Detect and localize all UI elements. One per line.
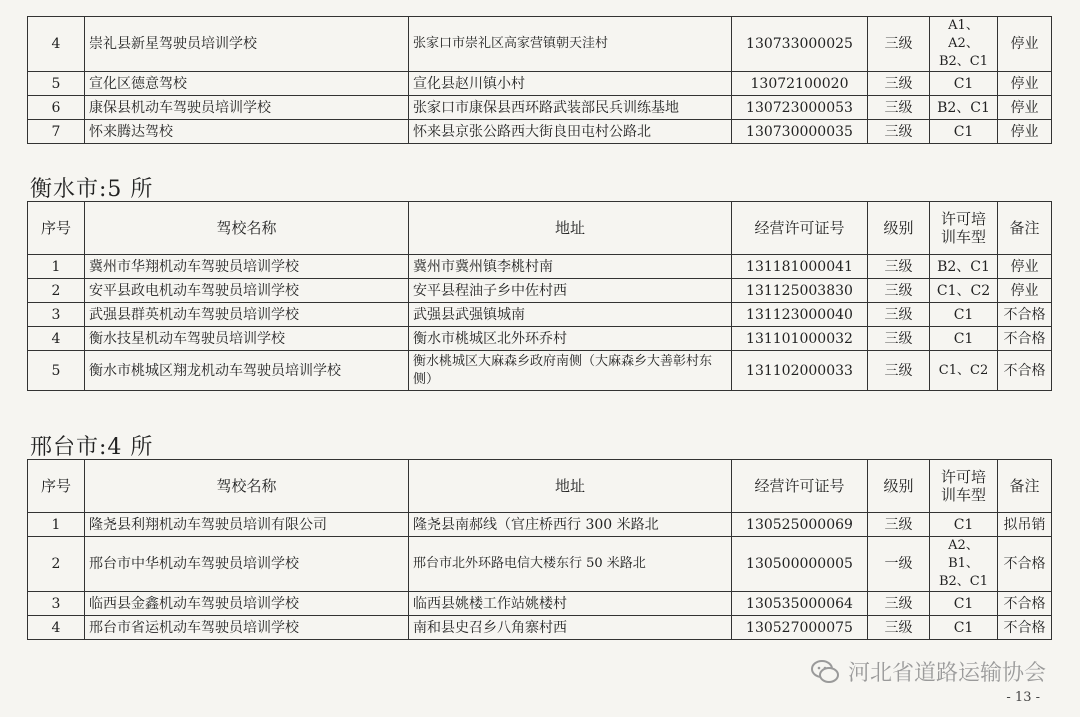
- xingtai-section-title: 邢台市:4 所: [30, 435, 154, 460]
- cell-vehicle: B2、C1: [930, 96, 998, 120]
- cell-license: 130500000005: [732, 537, 868, 592]
- cell-no: 6: [28, 96, 85, 120]
- cell-address: 张家口市康保县西环路武装部民兵训练基地: [409, 96, 732, 120]
- cell-license: 131123000040: [732, 303, 868, 327]
- table-row: [28, 255, 1052, 279]
- cell-no: 3: [28, 303, 85, 327]
- page-number: - 13 -: [1006, 690, 1040, 705]
- cell-name: 怀来腾达驾校: [85, 120, 409, 144]
- cell-vehicle: C1: [930, 616, 998, 640]
- cell-address: 宣化县赵川镇小村: [409, 72, 732, 96]
- cell-level: 三级: [868, 592, 930, 616]
- hengshui-table: [27, 201, 1052, 391]
- header-note: 备注: [998, 202, 1052, 255]
- cell-name: 安平县政电机动车驾驶员培训学校: [85, 279, 409, 303]
- table-row: [28, 592, 1052, 616]
- cell-name: 崇礼县新星驾驶员培训学校: [85, 17, 409, 72]
- header-name: 驾校名称: [85, 460, 409, 513]
- cell-no: 3: [28, 592, 85, 616]
- cell-level: 三级: [868, 327, 930, 351]
- cell-license: 130723000053: [732, 96, 868, 120]
- cell-no: 7: [28, 120, 85, 144]
- cell-vehicle: A2、B1、B2、C1: [930, 537, 998, 592]
- cell-no: 1: [28, 513, 85, 537]
- cell-address: 衡水桃城区大麻森乡政府南侧（大麻森乡大善彰村东侧）: [409, 351, 732, 391]
- header-address: 地址: [409, 202, 732, 255]
- table-row: [28, 351, 1052, 391]
- cell-name: 宣化区德意驾校: [85, 72, 409, 96]
- cell-level: 三级: [868, 303, 930, 327]
- cell-no: 5: [28, 351, 85, 391]
- cell-license: 131181000041: [732, 255, 868, 279]
- header-level: 级别: [868, 202, 930, 255]
- cell-no: 4: [28, 616, 85, 640]
- table-row: [28, 616, 1052, 640]
- cell-license: 13072100020: [732, 72, 868, 96]
- table-header-row: [28, 460, 1052, 513]
- header-note: 备注: [998, 460, 1052, 513]
- cell-vehicle: C1、C2: [930, 351, 998, 391]
- cell-note: 不合格: [998, 616, 1052, 640]
- cell-no: 5: [28, 72, 85, 96]
- cell-license: 131125003830: [732, 279, 868, 303]
- header-no: 序号: [28, 202, 85, 255]
- table-row: [28, 327, 1052, 351]
- cell-level: 三级: [868, 255, 930, 279]
- cell-level: 三级: [868, 513, 930, 537]
- wechat-icon: [810, 659, 840, 685]
- cell-note: 不合格: [998, 327, 1052, 351]
- table-row: [28, 17, 1052, 72]
- header-vehicle: 许可培训车型: [930, 202, 998, 255]
- table-row: [28, 72, 1052, 96]
- cell-vehicle: A1、A2、B2、C1: [930, 17, 998, 72]
- zhangjiakou-table: [27, 16, 1052, 144]
- cell-no: 4: [28, 327, 85, 351]
- cell-level: 三级: [868, 616, 930, 640]
- cell-note: 停业: [998, 279, 1052, 303]
- cell-note: 不合格: [998, 351, 1052, 391]
- cell-address: 怀来县京张公路西大街良田屯村公路北: [409, 120, 732, 144]
- table-row: [28, 537, 1052, 592]
- cell-note: 不合格: [998, 592, 1052, 616]
- cell-name: 邢台市中华机动车驾驶员培训学校: [85, 537, 409, 592]
- cell-vehicle: B2、C1: [930, 255, 998, 279]
- cell-name: 冀州市华翔机动车驾驶员培训学校: [85, 255, 409, 279]
- cell-address: 临西县姚楼工作站姚楼村: [409, 592, 732, 616]
- cell-vehicle: C1: [930, 72, 998, 96]
- cell-level: 三级: [868, 72, 930, 96]
- cell-name: 武强县群英机动车驾驶员培训学校: [85, 303, 409, 327]
- cell-name: 康保县机动车驾驶员培训学校: [85, 96, 409, 120]
- cell-level: 三级: [868, 96, 930, 120]
- xingtai-table: [27, 459, 1052, 640]
- cell-note: 不合格: [998, 537, 1052, 592]
- cell-note: 不合格: [998, 303, 1052, 327]
- table-row: [28, 513, 1052, 537]
- header-license: 经营许可证号: [732, 460, 868, 513]
- cell-address: 邢台市北外环路电信大楼东行 50 米路北: [409, 537, 732, 592]
- cell-note: 停业: [998, 96, 1052, 120]
- cell-vehicle: C1: [930, 592, 998, 616]
- header-level: 级别: [868, 460, 930, 513]
- cell-vehicle: C1: [930, 327, 998, 351]
- table-header-row: [28, 202, 1052, 255]
- cell-vehicle: C1: [930, 513, 998, 537]
- cell-level: 三级: [868, 351, 930, 391]
- header-license: 经营许可证号: [732, 202, 868, 255]
- cell-note: 停业: [998, 17, 1052, 72]
- cell-license: 130730000035: [732, 120, 868, 144]
- table-row: [28, 120, 1052, 144]
- cell-address: 武强县武强镇城南: [409, 303, 732, 327]
- table-row: [28, 96, 1052, 120]
- cell-vehicle: C1: [930, 120, 998, 144]
- watermark-text: 河北省道路运输协会: [847, 661, 1046, 686]
- cell-license: 131101000032: [732, 327, 868, 351]
- cell-address: 张家口市崇礼区高家营镇朝天洼村: [409, 17, 732, 72]
- cell-level: 三级: [868, 120, 930, 144]
- cell-no: 1: [28, 255, 85, 279]
- wechat-watermark: [810, 656, 1046, 687]
- cell-level: 三级: [868, 279, 930, 303]
- header-address: 地址: [409, 460, 732, 513]
- hengshui-section-title: 衡水市:5 所: [30, 177, 154, 202]
- cell-vehicle: C1: [930, 303, 998, 327]
- cell-name: 衡水技星机动车驾驶员培训学校: [85, 327, 409, 351]
- cell-license: 130733000025: [732, 17, 868, 72]
- cell-license: 131102000033: [732, 351, 868, 391]
- header-name: 驾校名称: [85, 202, 409, 255]
- cell-address: 隆尧县南郝线（官庄桥西行 300 米路北: [409, 513, 732, 537]
- header-no: 序号: [28, 460, 85, 513]
- cell-name: 衡水市桃城区翔龙机动车驾驶员培训学校: [85, 351, 409, 391]
- cell-license: 130525000069: [732, 513, 868, 537]
- cell-license: 130535000064: [732, 592, 868, 616]
- cell-no: 2: [28, 279, 85, 303]
- cell-address: 冀州市冀州镇李桃村南: [409, 255, 732, 279]
- table-row: [28, 279, 1052, 303]
- cell-vehicle: C1、C2: [930, 279, 998, 303]
- cell-license: 130527000075: [732, 616, 868, 640]
- cell-name: 邢台市省运机动车驾驶员培训学校: [85, 616, 409, 640]
- table-row: [28, 303, 1052, 327]
- cell-note: 停业: [998, 120, 1052, 144]
- cell-note: 停业: [998, 72, 1052, 96]
- cell-note: 停业: [998, 255, 1052, 279]
- cell-note: 拟吊销: [998, 513, 1052, 537]
- cell-address: 衡水市桃城区北外环乔村: [409, 327, 732, 351]
- cell-address: 安平县程油子乡中佐村西: [409, 279, 732, 303]
- cell-name: 隆尧县利翔机动车驾驶员培训有限公司: [85, 513, 409, 537]
- cell-name: 临西县金鑫机动车驾驶员培训学校: [85, 592, 409, 616]
- cell-level: 一级: [868, 537, 930, 592]
- cell-no: 2: [28, 537, 85, 592]
- header-vehicle: 许可培训车型: [930, 460, 998, 513]
- cell-address: 南和县史召乡八角寨村西: [409, 616, 732, 640]
- cell-level: 三级: [868, 17, 930, 72]
- cell-no: 4: [28, 17, 85, 72]
